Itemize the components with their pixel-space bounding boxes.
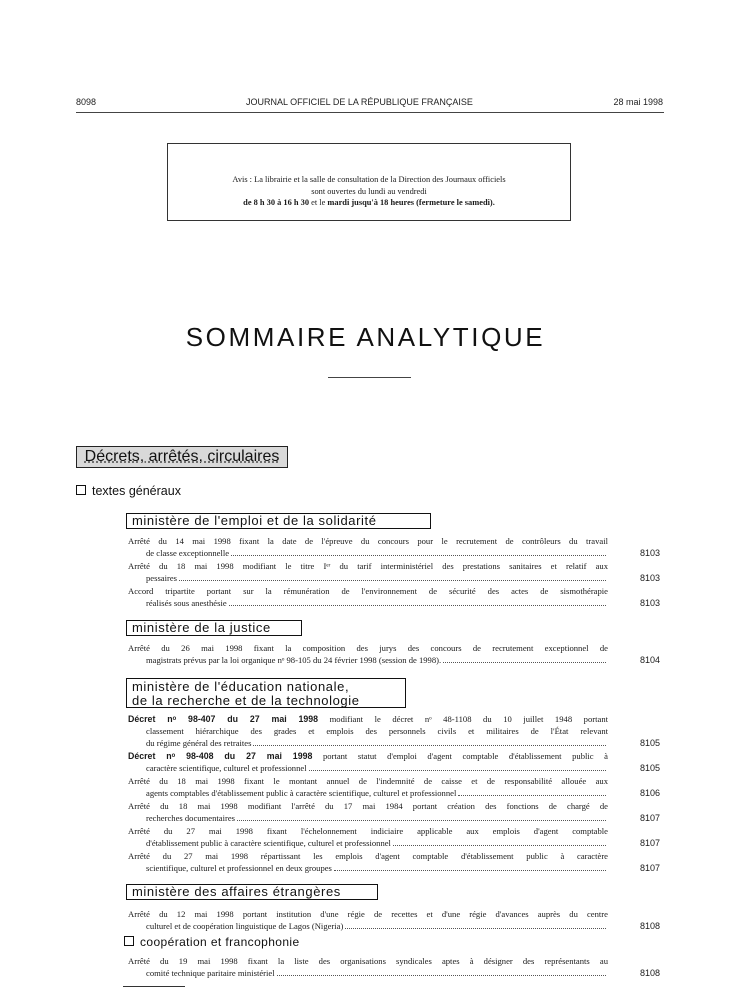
entry-text: pessaires <box>146 573 178 583</box>
list-item <box>128 642 660 666</box>
entry-text <box>128 713 608 725</box>
page-reference: 8107 <box>639 838 660 848</box>
entry-text: classement hiérarchique des grades et emplois des personnels civils et militaires de l'État relevant <box>146 726 608 736</box>
ministry-heading-justice: ministère de la justice <box>126 620 302 636</box>
list-item <box>128 800 660 824</box>
list-item <box>128 825 660 849</box>
entry-text: Arrêté du 12 mai 1998 portant institution d'une régie de recettes et d'une régie d'avances auprès du centre <box>128 909 608 919</box>
entry-text: Arrêté du 27 mai 1998 répartissant les emplois d'agent comptable d'établissement public à caractère <box>128 851 608 861</box>
page-reference: 8107 <box>639 863 660 873</box>
list-item <box>128 750 660 774</box>
ministry-line-1: ministère de l'éducation nationale, <box>132 679 350 694</box>
entry-text: comité technique paritaire ministériel <box>146 968 275 978</box>
notice-line-1: Avis : La librairie et la salle de consultation de la Direction des Journaux officiels <box>232 175 506 184</box>
list-item <box>128 908 660 932</box>
list-item <box>128 713 660 749</box>
category-heading <box>76 446 288 468</box>
page-reference: 8107 <box>639 813 660 823</box>
entry-text <box>128 750 608 762</box>
header-rule <box>76 112 664 113</box>
list-item <box>128 955 660 979</box>
entry-text: Arrêté du 19 mai 1998 fixant la liste des organisations syndicales aptes à désigner des représentants au <box>128 956 608 966</box>
checkbox-square-icon <box>76 485 86 495</box>
section-label: coopération et francophonie <box>140 935 300 949</box>
list-item <box>128 850 660 874</box>
list-item <box>128 535 660 559</box>
entry-text: caractère scientifique, culturel et professionnel <box>146 763 307 773</box>
decree-reference: Décret nᵒ 98-408 du 27 mai 1998 <box>128 751 313 761</box>
notice-hours: de 8 h 30 à 16 h 30 <box>243 198 310 207</box>
entry-text: de classe exceptionnelle <box>146 548 230 558</box>
notice-connector: et le <box>309 198 328 207</box>
entry-text: magistrats prévus par la loi organique nᵒ 98-105 du 24 février 1998 (session de 1998). <box>146 655 442 665</box>
entry-text: réalisés sous anesthésie <box>146 598 227 608</box>
list-item <box>128 560 660 584</box>
ministry-heading-affaires: ministère des affaires étrangères <box>126 884 378 900</box>
entry-text: culturel et de coopération linguistique de Lagos (Nigeria) <box>146 921 344 931</box>
entry-text: Accord tripartite portant sur la rémunération de l'environnement de sécurité des actes de sismothérapie <box>128 586 608 596</box>
checkbox-square-icon <box>124 936 134 946</box>
section-label: textes généraux <box>92 484 181 498</box>
section-cooperation <box>124 935 300 949</box>
entry-text: Arrêté du 18 mai 1998 modifiant l'arrêté du 17 mai 1984 portant création des fonctions de chargé de <box>128 801 608 811</box>
title-rule <box>328 377 411 378</box>
entry-text: d'établissement public à caractère scientifique, culturel et professionnel <box>146 838 391 848</box>
page-reference: 8103 <box>639 598 660 608</box>
page-number: 8098 <box>76 97 97 107</box>
list-item <box>128 775 660 799</box>
decree-reference: Décret nᵒ 98-407 du 27 mai 1998 <box>128 714 319 724</box>
page-reference: 8105 <box>639 738 660 748</box>
section-textes-generaux <box>76 484 181 498</box>
page-reference: 8103 <box>639 573 660 583</box>
page-title: SOMMAIRE ANALYTIQUE <box>185 322 546 352</box>
notice-tuesday: mardi jusqu'à 18 heures (fermeture le samedi). <box>327 198 495 207</box>
entry-text: Arrêté du 18 mai 1998 modifiant le titre Iᵉʳ du tarif interministériel des prestations sanitaires et relatif aux <box>128 561 608 571</box>
notice-box <box>167 143 571 221</box>
notice-line-2: sont ouvertes du lundi au vendredi <box>311 186 427 196</box>
page-reference: 8105 <box>639 763 660 773</box>
page-reference: 8106 <box>639 788 660 798</box>
list-item <box>128 585 660 609</box>
page-reference: 8108 <box>639 921 660 931</box>
entry-text: agents comptables d'établissement public à caractère scientifique, culturel et professionnel <box>146 788 457 798</box>
journal-title: JOURNAL OFFICIEL DE LA RÉPUBLIQUE FRANÇAISE <box>246 97 473 107</box>
page-reference: 8104 <box>639 655 660 665</box>
notice-line-3 <box>168 197 570 209</box>
category-label: Décrets, arrêtés, circulaires <box>84 448 280 465</box>
issue-date: 28 mai 1998 <box>613 97 663 107</box>
entry-text: du régime général des retraites <box>146 738 252 748</box>
ministry-heading-education <box>126 678 406 708</box>
entry-text: recherches documentaires <box>146 813 235 823</box>
entry-text-rest: portant statut d'emploi d'agent comptable d'établissement public à <box>312 751 608 761</box>
entry-text: Arrêté du 27 mai 1998 fixant l'échelonnement indiciaire applicable aux emplois d'agent comptable <box>128 826 608 836</box>
page-reference: 8103 <box>639 548 660 558</box>
footer-rule <box>123 986 185 987</box>
entry-text: Arrêté du 18 mai 1998 fixant le montant annuel de l'indemnité de caisse et de responsabilité allouée aux <box>128 776 608 786</box>
entry-text: Arrêté du 14 mai 1998 fixant la date de l'épreuve du concours pour le recrutement de contrôleurs du travail <box>128 536 608 546</box>
entry-text: Arrêté du 26 mai 1998 fixant la composition des jurys des concours de recrutement exceptionnel de <box>128 643 608 653</box>
page-reference: 8108 <box>639 968 660 978</box>
ministry-heading-emploi: ministère de l'emploi et de la solidarité <box>126 513 431 529</box>
entry-text-rest: modifiant le décret nᵒ 48-1108 du 10 juillet 1948 portant <box>318 714 608 724</box>
entry-text: scientifique, culturel et professionnel en deux groupes <box>146 863 332 873</box>
ministry-line-2: de la recherche et de la technologie <box>132 692 360 708</box>
